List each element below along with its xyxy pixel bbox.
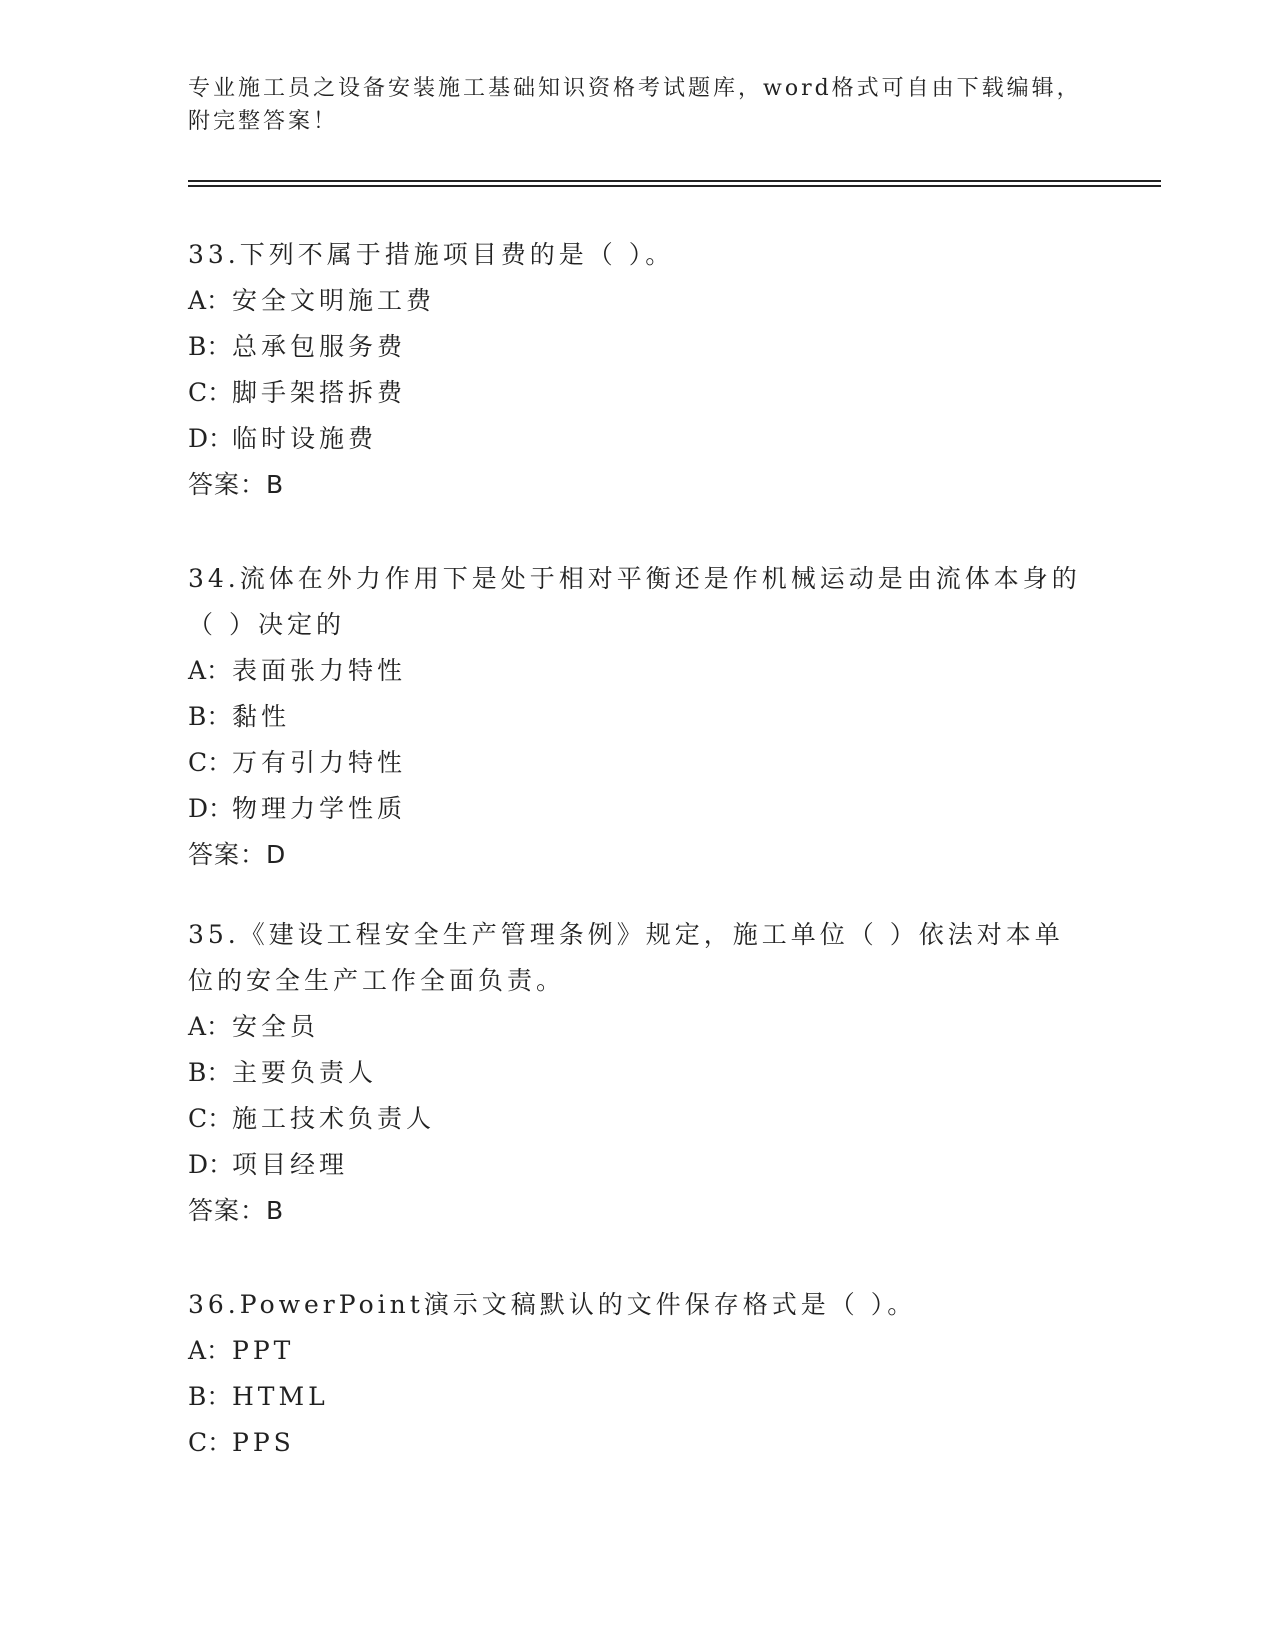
option-text: 万有引力特性	[232, 748, 407, 777]
option-a	[188, 648, 1088, 694]
option-d	[188, 416, 1088, 462]
header-divider	[188, 180, 1161, 187]
option-d	[188, 786, 1088, 832]
option-letter: D：	[188, 794, 234, 823]
answer-line: 答案：B	[188, 470, 285, 499]
question-block	[188, 1282, 1088, 1466]
option-b	[188, 324, 1088, 370]
option-text: 总承包服务费	[232, 332, 407, 361]
option-text: 脚手架搭拆费	[232, 378, 407, 407]
option-letter: C：	[188, 378, 233, 407]
option-letter: A：	[188, 1012, 232, 1041]
option-letter: C：	[188, 1428, 233, 1457]
option-a	[188, 1004, 1088, 1050]
option-text: 安全员	[232, 1012, 320, 1041]
option-text: HTML	[232, 1382, 329, 1411]
option-b	[188, 694, 1088, 740]
option-text: PPS	[232, 1428, 295, 1457]
option-letter: B：	[188, 332, 232, 361]
question-stem: 33.下列不属于措施项目费的是（ ）。	[188, 240, 675, 269]
option-text: 施工技术负责人	[232, 1104, 436, 1133]
option-letter: B：	[188, 702, 232, 731]
question-stem: 35.《建设工程安全生产管理条例》规定，施工单位（ ）依法对本单位的安全生产工作全面负责。	[188, 920, 1064, 995]
option-letter: B：	[188, 1058, 232, 1087]
option-d	[188, 1142, 1088, 1188]
option-c	[188, 370, 1088, 416]
question-block	[188, 556, 1088, 878]
answer-line: 答案：B	[188, 1196, 285, 1225]
option-letter: A：	[188, 1336, 232, 1365]
question-stem: 34.流体在外力作用下是处于相对平衡还是作机械运动是由流体本身的（ ）决定的	[188, 564, 1081, 639]
option-letter: D：	[188, 424, 234, 453]
option-b	[188, 1374, 1088, 1420]
question-block	[188, 232, 1088, 508]
document-header: 专业施工员之设备安装施工基础知识资格考试题库，word格式可自由下载编辑，附完整答案！	[188, 76, 1082, 134]
question-stem: 36.PowerPoint演示文稿默认的文件保存格式是（ ）。	[188, 1290, 917, 1319]
question-block	[188, 912, 1088, 1234]
option-text: 黏性	[232, 702, 291, 731]
option-letter: D：	[188, 1150, 234, 1179]
option-text: 表面张力特性	[232, 656, 407, 685]
option-c	[188, 740, 1088, 786]
option-letter: A：	[188, 286, 232, 315]
option-text: 主要负责人	[232, 1058, 378, 1087]
answer-line: 答案：D	[188, 840, 287, 869]
option-letter: A：	[188, 656, 232, 685]
option-text: 项目经理	[232, 1150, 349, 1179]
option-letter: B：	[188, 1382, 232, 1411]
option-text: 安全文明施工费	[232, 286, 436, 315]
option-a	[188, 278, 1088, 324]
option-b	[188, 1050, 1088, 1096]
option-c	[188, 1420, 1088, 1466]
option-text: 物理力学性质	[232, 794, 407, 823]
option-c	[188, 1096, 1088, 1142]
option-letter: C：	[188, 748, 233, 777]
option-letter: C：	[188, 1104, 233, 1133]
option-a	[188, 1328, 1088, 1374]
option-text: 临时设施费	[232, 424, 378, 453]
option-text: PPT	[232, 1336, 295, 1365]
